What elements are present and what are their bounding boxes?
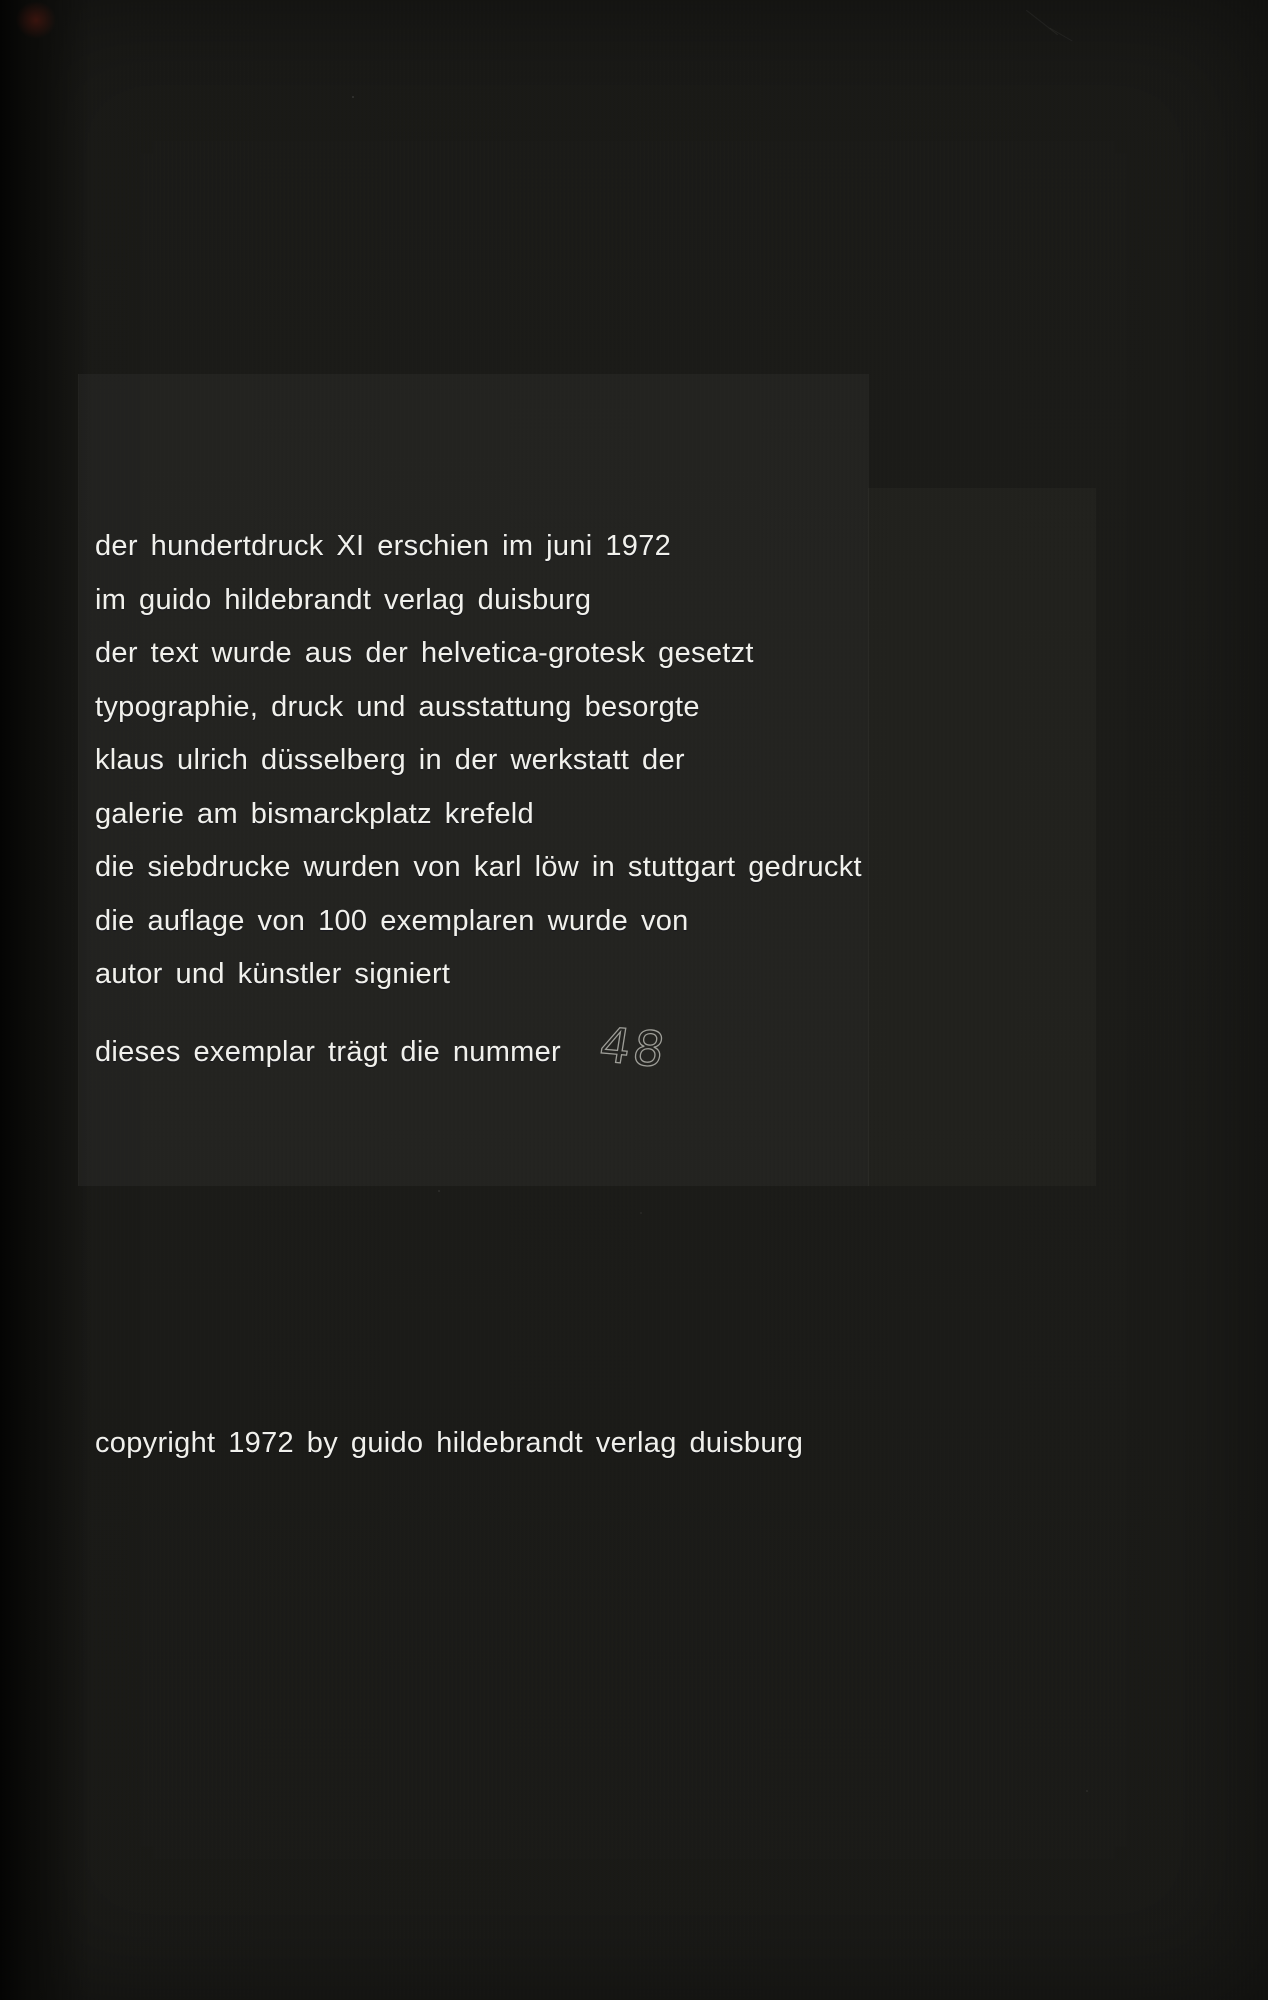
handwritten-edition-number — [588, 1012, 698, 1090]
dust-speck — [352, 96, 354, 98]
colophon-text-block — [95, 520, 995, 1002]
dust-speck — [1086, 1790, 1088, 1792]
colophon-line: typographie, druck und ausstattung besorgte — [95, 690, 700, 723]
colophon-line: der text wurde aus der helvetica-grotesk gesetzt — [95, 637, 754, 669]
dust-speck — [438, 1190, 440, 1192]
colophon-line: autor und künstler signiert — [95, 958, 451, 990]
colophon-line: die siebdrucke wurden von karl löw in stuttgart gedruckt — [95, 851, 862, 883]
scratch-mark — [1026, 10, 1058, 35]
edition-number-line: dieses exemplar trägt die nummer — [95, 1036, 562, 1068]
dust-speck — [640, 1212, 642, 1214]
colophon-line: im guido hildebrandt verlag duisburg — [95, 583, 592, 616]
colophon-line: galerie am bismarckplatz krefeld — [95, 797, 534, 830]
copyright-line: copyright 1972 by guido hildebrandt verlag duisburg — [95, 1427, 804, 1459]
scratch-mark — [1049, 28, 1072, 42]
colophon-line: der hundertdruck XI erschien im juni 1972 — [95, 530, 672, 562]
handwritten-number-text: 48 — [595, 1017, 672, 1079]
colophon-line: die auflage von 100 exemplaren wurde von — [95, 904, 689, 937]
colophon-line: klaus ulrich düsselberg in der werkstatt der — [95, 744, 685, 776]
corner-red-mark — [8, 0, 64, 46]
